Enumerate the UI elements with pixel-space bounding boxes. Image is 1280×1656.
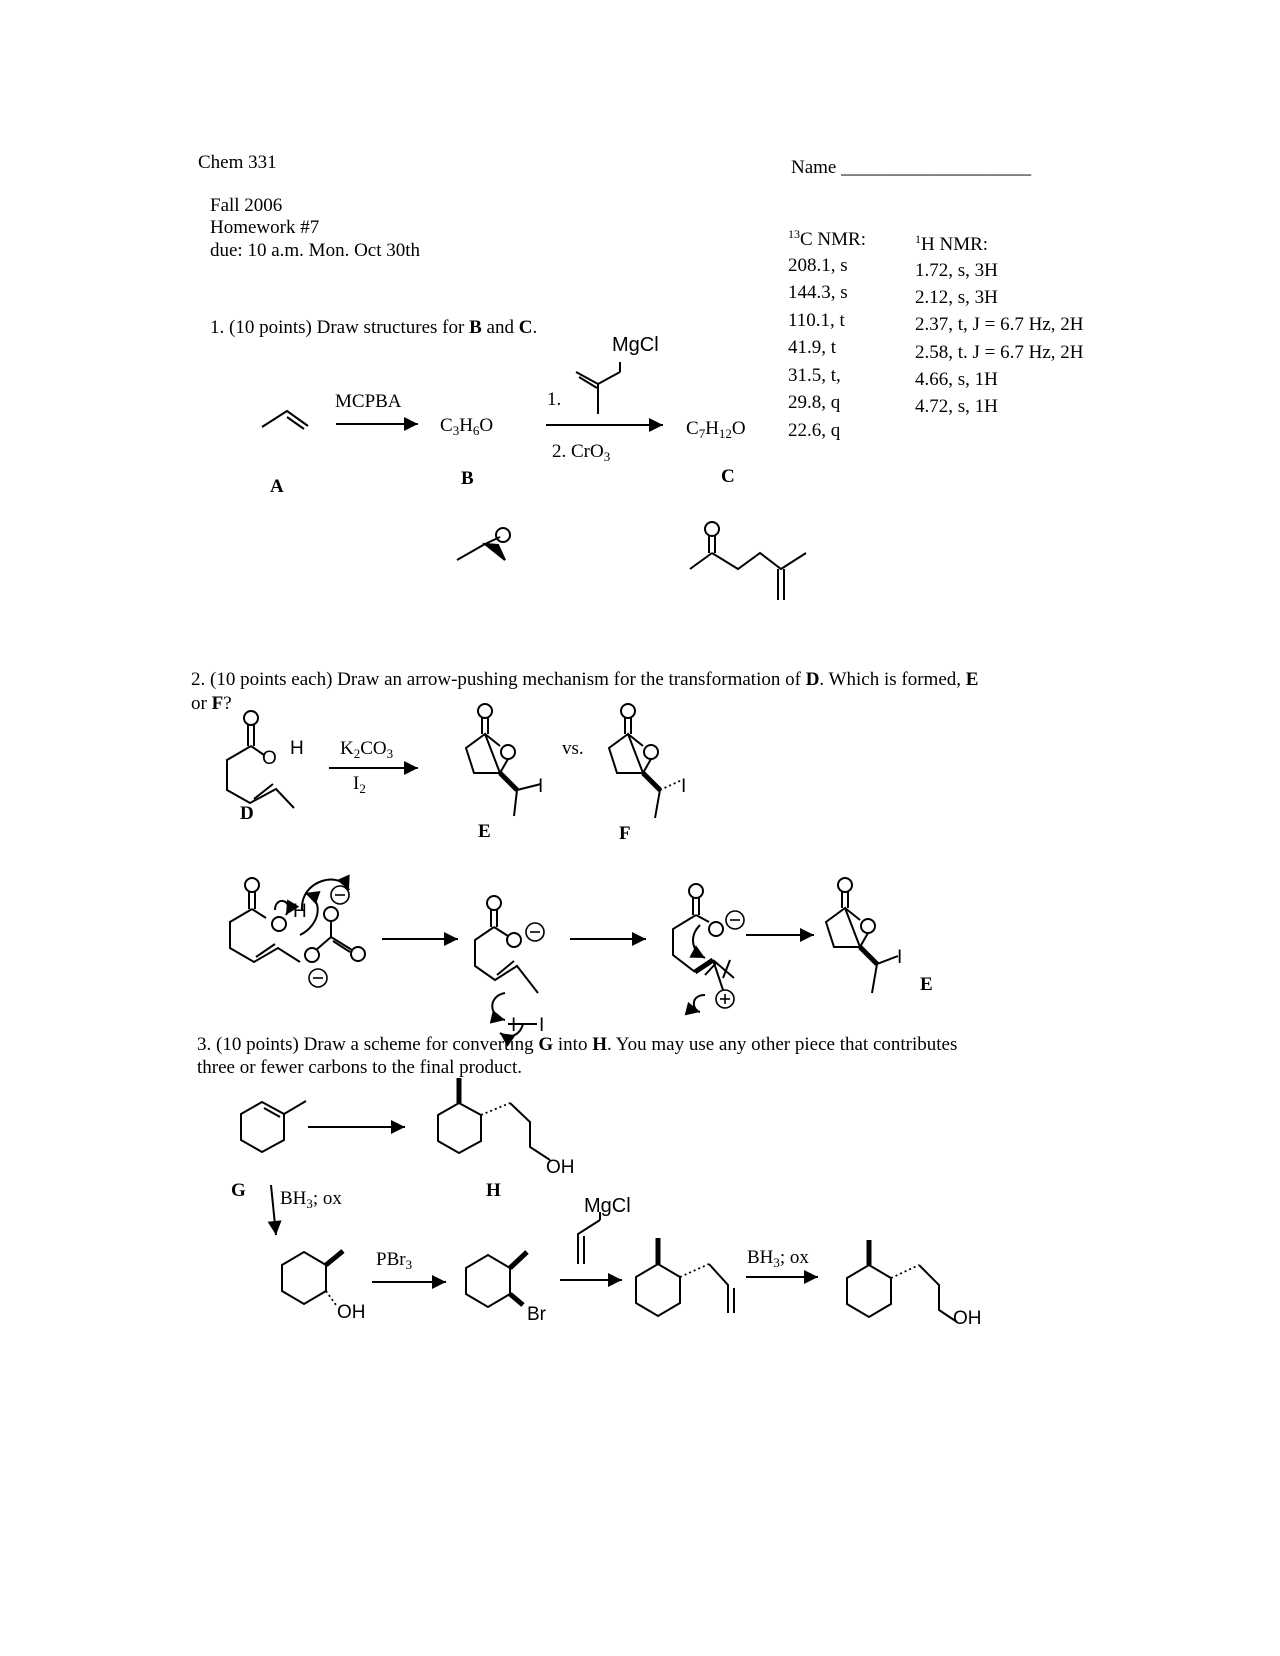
h1-value: 2.58, t. J = 6.7 Hz, 2H — [915, 342, 1084, 363]
svg-text:Br: Br — [527, 1304, 546, 1325]
due-date: due: 10 a.m. Mon. Oct 30th — [210, 240, 421, 261]
h1-label: H NMR: — [921, 234, 989, 255]
alkene-intermediate — [636, 1238, 734, 1316]
label-e: E — [478, 821, 491, 842]
bromide-intermediate — [466, 1252, 547, 1325]
q1-text-and: and — [481, 317, 519, 338]
mechanism-step-3 — [673, 884, 744, 1012]
q2-compound-e: E — [965, 669, 979, 690]
alcohol-intermediate — [282, 1251, 366, 1323]
ketone-answer-c — [690, 522, 806, 600]
svg-text:I: I — [538, 776, 544, 797]
q2-text-end: ? — [223, 693, 232, 714]
h1-value: 2.37, t, J = 6.7 Hz, 2H — [915, 314, 1084, 335]
svg-text:I: I — [897, 947, 903, 968]
q1-grignard-label: MgCl — [612, 334, 659, 356]
c13-value: 110.1, t — [788, 310, 845, 331]
product-h — [438, 1078, 575, 1178]
label-h: H — [486, 1180, 501, 1201]
q2-text-mid: . Which is formed, — [819, 669, 966, 690]
c13-value: 29.8, q — [788, 392, 841, 413]
q1-text: 1. (10 points) Draw structures for — [210, 317, 470, 338]
q2-reagent-i2: $I_2$ — [353, 773, 366, 796]
final-alcohol — [847, 1240, 982, 1329]
h1-value: 4.66, s, 1H — [915, 369, 998, 390]
c13-label: C NMR: — [800, 229, 866, 250]
c13-value: 208.1, s — [788, 255, 848, 276]
propylene-oxide-answer — [457, 528, 510, 560]
h1-sup: 1 — [915, 232, 921, 246]
q1-step2: 2. CrO$_3$ — [552, 441, 611, 464]
substrate-d — [227, 711, 304, 808]
label-c: C — [721, 466, 735, 487]
h1-value: 2.12, s, 3H — [915, 287, 998, 308]
d-hydrogen: H — [290, 738, 304, 759]
svg-text:OH: OH — [546, 1157, 575, 1178]
svg-text:I: I — [539, 1015, 545, 1036]
mechanism-step-2 — [475, 896, 544, 1036]
propene-structure-a — [262, 411, 308, 429]
q1-reagent-mcpba: MCPBA — [335, 391, 402, 412]
label-d: D — [240, 803, 254, 824]
q2-text-or: or — [191, 693, 212, 714]
svg-text:OH: OH — [953, 1308, 982, 1329]
svg-text:O: O — [262, 748, 277, 769]
q3-prompt-line2: three or fewer carbons to the final product. — [197, 1057, 522, 1078]
name-line: ____________________ — [841, 157, 1032, 178]
name-label: Name — [791, 157, 837, 178]
c13-sup: 13 — [788, 227, 800, 241]
q2-compound-f: F — [211, 693, 224, 714]
q2-reagent-k2co3: $K_2CO_3$ — [340, 738, 394, 761]
q2-text: 2. (10 points each) Draw an arrow-pushing mechanism for the transformation of — [191, 669, 806, 690]
mech-hydrogen: H — [293, 901, 307, 922]
q3-reagent-pbr3: PBr$_3$ — [376, 1249, 413, 1272]
q1-compound-b: B — [469, 317, 482, 338]
label-g: G — [231, 1180, 246, 1201]
h1-value: 1.72, s, 3H — [915, 260, 998, 281]
q3-reagent-bh3-2: $BH_3$; ox — [747, 1247, 809, 1270]
allyl-grignard — [578, 1212, 600, 1264]
q1-text-end: . — [532, 317, 538, 338]
q2-vs: vs. — [562, 738, 584, 759]
q3-compound-h: H — [592, 1034, 607, 1055]
q3-reagent-bh3: $BH_3$; ox — [280, 1188, 342, 1211]
c13-value: 22.6, q — [788, 420, 841, 441]
lactone-e — [466, 704, 543, 816]
label-f: F — [619, 823, 631, 844]
label-b: B — [461, 468, 474, 489]
lactone-e-product — [826, 878, 902, 993]
label-e-product: E — [920, 974, 933, 995]
c13-value: 144.3, s — [788, 282, 848, 303]
q3-grignard-label: MgCl — [584, 1195, 631, 1217]
c13-value: 31.5, t, — [788, 365, 841, 386]
q1-formula-b: $C_3H_6O$ — [440, 415, 494, 438]
q1-compound-c: C — [518, 317, 533, 338]
methylcyclohexene-g — [241, 1101, 306, 1152]
assignment-title: Homework #7 — [210, 217, 320, 238]
svg-text:I: I — [681, 776, 687, 797]
mechanism-step-1 — [230, 878, 365, 987]
label-a: A — [270, 476, 284, 497]
c13-value: 41.9, t — [788, 337, 837, 358]
lactone-f — [609, 704, 686, 818]
q3-text-end: . You may use any other piece that contributes — [607, 1034, 958, 1055]
svg-text:OH: OH — [337, 1302, 366, 1323]
q3-text-mid: into — [553, 1034, 593, 1055]
q2-compound-d: D — [805, 669, 820, 690]
q1-step1: 1. — [547, 389, 562, 410]
course-title: Chem 331 — [198, 152, 277, 173]
term-label: Fall 2006 — [210, 195, 283, 216]
grignard-isopropenyl — [576, 362, 620, 414]
q3-compound-g: G — [538, 1034, 554, 1055]
svg-text:I: I — [511, 1015, 517, 1036]
h1-value: 4.72, s, 1H — [915, 396, 998, 417]
q3-text: 3. (10 points) Draw a scheme for converting — [197, 1034, 539, 1055]
q1-formula-c: $C_7H_{12}O$ — [686, 418, 746, 441]
q3-arrow-down — [271, 1185, 276, 1235]
